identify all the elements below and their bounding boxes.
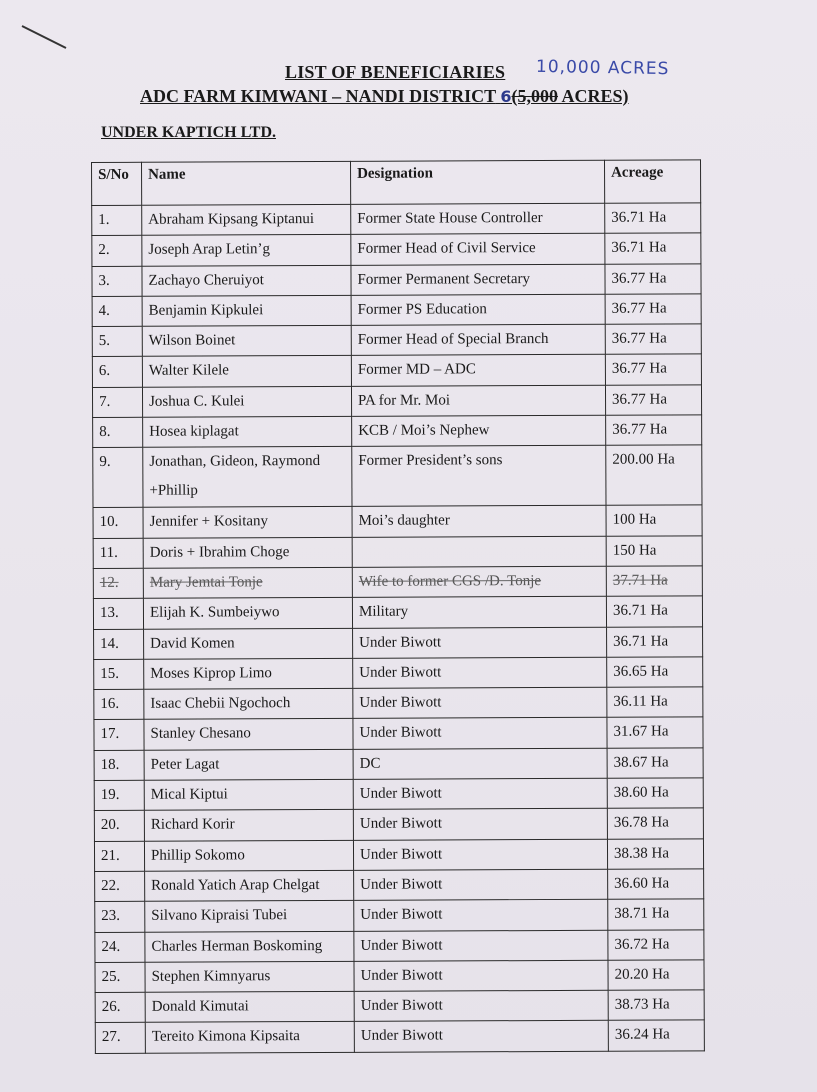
cell-designation: Under Biwott <box>354 930 608 961</box>
table-row <box>93 445 702 508</box>
cell-name: Charles Herman Boskoming <box>145 931 354 962</box>
cell-acreage: 150 Ha <box>606 536 702 567</box>
cell-name: Richard Korir <box>144 810 353 841</box>
cell-name: David Komen <box>144 628 353 659</box>
cell-name: Mary Jemtai Tonje <box>143 567 352 598</box>
table-row <box>95 990 704 1023</box>
handwritten-note: 10,000 ACRES <box>535 56 670 80</box>
header-designation: Designation <box>350 160 604 204</box>
table-row <box>95 960 704 993</box>
header-sno: S/No <box>92 162 142 205</box>
cell-acreage: 36.77 Ha <box>605 324 701 355</box>
cell-acreage: 36.77 Ha <box>605 294 701 325</box>
cell-sno: 7. <box>92 387 142 418</box>
cell-acreage: 36.77 Ha <box>605 385 701 416</box>
cell-sno: 1. <box>92 205 142 236</box>
cell-designation: Former State House Controller <box>351 203 605 234</box>
cell-sno: 9. <box>93 448 143 508</box>
cell-name: Donald Kimutai <box>145 991 354 1022</box>
cell-acreage: 36.65 Ha <box>607 657 703 688</box>
cell-designation: Former PS Education <box>351 294 605 325</box>
table-row <box>94 778 703 811</box>
cell-acreage: 36.77 Ha <box>605 354 701 385</box>
cell-sno: 6. <box>92 357 142 388</box>
cell-acreage: 38.71 Ha <box>608 899 704 930</box>
cell-name: Peter Lagat <box>144 749 353 780</box>
section-heading: UNDER KAPTICH LTD. <box>101 124 276 141</box>
table-row <box>94 838 703 871</box>
cell-acreage: 37.71 Ha <box>606 566 702 597</box>
cell-acreage: 36.72 Ha <box>608 929 704 960</box>
cell-name: Stephen Kimnyarus <box>145 961 354 992</box>
cell-name: Stanley Chesano <box>144 719 353 750</box>
table-row <box>92 354 701 387</box>
table-row <box>95 899 704 932</box>
cell-designation: Military <box>352 597 606 628</box>
cell-acreage: 36.60 Ha <box>608 869 704 900</box>
header-acreage: Acreage <box>604 160 700 203</box>
cell-name: Joseph Arap Letin’g <box>142 235 351 266</box>
table-row <box>92 233 701 266</box>
cell-acreage: 31.67 Ha <box>607 717 703 748</box>
cell-acreage: 36.24 Ha <box>608 1020 704 1051</box>
cell-acreage: 38.60 Ha <box>607 778 703 809</box>
cell-acreage: 36.11 Ha <box>607 687 703 718</box>
cell-sno: 25. <box>95 962 145 993</box>
cell-sno: 27. <box>95 1023 145 1054</box>
cell-sno: 20. <box>94 811 144 842</box>
subtitle-prefix: ADC FARM KIMWANI – NANDI DISTRICT <box>140 86 496 106</box>
cell-sno: 3. <box>92 266 142 297</box>
handwritten-correction: 6 <box>500 87 512 106</box>
table-row <box>92 263 701 296</box>
cell-sno: 5. <box>92 326 142 357</box>
cell-sno: 16. <box>94 689 144 720</box>
cell-sno: 21. <box>94 841 144 872</box>
cell-name: Jonathan, Gideon, Raymond +Phillip <box>143 447 352 508</box>
table-row <box>94 748 703 781</box>
cell-designation: Under Biwott <box>353 687 607 718</box>
table-row <box>93 566 702 599</box>
cell-sno: 26. <box>95 992 145 1023</box>
cell-name: Tereito Kimona Kipsaita <box>145 1022 354 1053</box>
cell-acreage: 36.71 Ha <box>605 233 701 264</box>
cell-designation: Former Head of Special Branch <box>351 324 605 355</box>
cell-sno: 12. <box>93 568 143 599</box>
cell-designation: Under Biwott <box>354 899 608 930</box>
table-row <box>92 203 701 236</box>
cell-acreage: 36.71 Ha <box>605 203 701 234</box>
cell-acreage: 36.78 Ha <box>607 808 703 839</box>
cell-sno: 24. <box>95 932 145 963</box>
cell-designation: Under Biwott <box>353 718 607 749</box>
cell-designation: Under Biwott <box>353 778 607 809</box>
cell-sno: 15. <box>94 659 144 690</box>
cell-designation: Under Biwott <box>353 627 607 658</box>
cell-designation: KCB / Moi’s Nephew <box>352 415 606 446</box>
table-row <box>95 929 704 962</box>
cell-name: Mical Kiptui <box>144 779 353 810</box>
cell-sno: 17. <box>94 720 144 751</box>
cell-acreage: 100 Ha <box>606 505 702 536</box>
subtitle-struck: (5,000 <box>511 86 558 106</box>
table-row <box>94 657 703 690</box>
cell-sno: 11. <box>93 538 143 569</box>
cell-designation: Under Biwott <box>353 809 607 840</box>
cell-sno: 22. <box>95 871 145 902</box>
cell-acreage: 38.67 Ha <box>607 748 703 779</box>
cell-designation: Under Biwott <box>354 1021 608 1052</box>
table-row <box>94 687 703 720</box>
cell-designation: Under Biwott <box>354 990 608 1021</box>
cell-sno: 14. <box>94 629 144 660</box>
cell-name: Wilson Boinet <box>142 326 351 357</box>
table-header-row <box>92 160 701 206</box>
beneficiaries-table <box>91 159 705 1053</box>
cell-acreage: 38.38 Ha <box>607 838 703 869</box>
cell-designation: Under Biwott <box>354 869 608 900</box>
cell-name: Hosea kiplagat <box>143 416 352 447</box>
cell-sno: 4. <box>92 296 142 327</box>
cell-name: Jennifer + Kositany <box>143 507 352 538</box>
cell-designation: Former President’s sons <box>352 446 606 507</box>
document-subtitle <box>140 86 629 107</box>
table-row <box>94 808 703 841</box>
header-name: Name <box>142 161 351 205</box>
cell-acreage: 36.77 Ha <box>606 415 702 446</box>
cell-name: Silvano Kipraisi Tubei <box>145 901 354 932</box>
cell-sno: 19. <box>94 780 144 811</box>
cell-name: Zachayo Cheruiyot <box>142 265 351 296</box>
table-row <box>93 536 702 569</box>
cell-name: Ronald Yatich Arap Chelgat <box>145 870 354 901</box>
cell-designation: PA for Mr. Moi <box>351 385 605 416</box>
table-row <box>93 415 702 448</box>
cell-designation: Under Biwott <box>353 839 607 870</box>
cell-acreage: 36.71 Ha <box>606 596 702 627</box>
cell-sno: 10. <box>93 508 143 539</box>
cell-designation: DC <box>353 748 607 779</box>
cell-acreage: 38.73 Ha <box>608 990 704 1021</box>
cell-sno: 13. <box>93 599 143 630</box>
cell-sno: 23. <box>95 902 145 933</box>
table-row <box>95 869 704 902</box>
cell-name: Moses Kiprop Limo <box>144 658 353 689</box>
cell-name: Walter Kilele <box>142 356 351 387</box>
table-row <box>95 1020 704 1053</box>
table-row <box>94 626 703 659</box>
cell-sno: 8. <box>93 417 143 448</box>
cell-name: Isaac Chebii Ngochoch <box>144 689 353 720</box>
table-row <box>93 596 702 629</box>
cell-name: Joshua C. Kulei <box>142 386 351 417</box>
cell-sno: 18. <box>94 750 144 781</box>
cell-name: Phillip Sokomo <box>144 840 353 871</box>
subtitle-suffix: ACRES) <box>561 86 629 106</box>
cell-designation <box>352 536 606 567</box>
table-row <box>93 505 702 538</box>
cell-acreage: 20.20 Ha <box>608 960 704 991</box>
cell-acreage: 200.00 Ha <box>606 445 702 505</box>
cell-name: Benjamin Kipkulei <box>142 295 351 326</box>
cell-designation: Under Biwott <box>354 960 608 991</box>
cell-designation: Moi’s daughter <box>352 506 606 537</box>
cell-name: Abraham Kipsang Kiptanui <box>142 204 351 235</box>
cell-acreage: 36.77 Ha <box>605 263 701 294</box>
document-title: LIST OF BENEFICIARIES <box>285 62 506 82</box>
table-row <box>92 324 701 357</box>
table-row <box>92 385 701 418</box>
table-row <box>92 294 701 327</box>
cell-designation: Under Biwott <box>353 657 607 688</box>
cell-designation: Wife to former CGS /D. Tonje <box>352 566 606 597</box>
pen-stroke-mark <box>20 20 70 50</box>
cell-sno: 2. <box>92 236 142 267</box>
table-row <box>94 717 703 750</box>
cell-name: Doris + Ibrahim Choge <box>143 537 352 568</box>
cell-designation: Former Permanent Secretary <box>351 264 605 295</box>
cell-name: Elijah K. Sumbeiywo <box>143 598 352 629</box>
cell-designation: Former MD – ADC <box>351 355 605 386</box>
cell-designation: Former Head of Civil Service <box>351 234 605 265</box>
cell-acreage: 36.71 Ha <box>607 626 703 657</box>
